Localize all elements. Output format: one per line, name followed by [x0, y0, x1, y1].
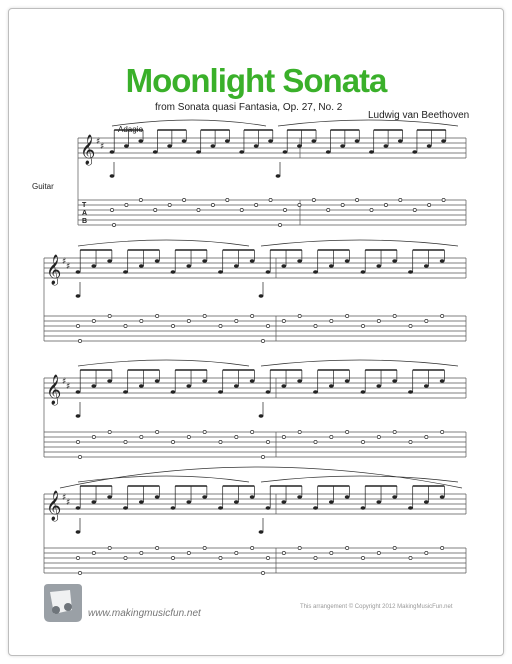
tab-fret: [377, 319, 380, 322]
tab-fret: [361, 324, 364, 327]
notehead: [218, 506, 223, 510]
tab-fret: [251, 314, 254, 317]
bass-notehead: [259, 414, 264, 418]
notehead: [250, 379, 255, 383]
tab-fret: [140, 319, 143, 322]
notehead: [440, 495, 445, 499]
tab-fret: [283, 208, 286, 211]
notehead: [76, 390, 81, 394]
tab-fret: [203, 314, 206, 317]
tab-fret: [441, 430, 444, 433]
tab-fret: [442, 198, 445, 201]
tab-fret: [156, 546, 159, 549]
tab-fret: [156, 430, 159, 433]
tab-fret: [266, 440, 269, 443]
notehead: [427, 144, 432, 148]
sharp-sign: ♯: [62, 377, 67, 387]
sharp-sign: ♯: [66, 262, 71, 272]
tab-fret: [154, 208, 157, 211]
notehead: [234, 500, 239, 504]
tab-fret: [197, 208, 200, 211]
notehead: [361, 390, 366, 394]
notehead: [266, 506, 271, 510]
tab-fret: [182, 198, 185, 201]
slur: [261, 240, 458, 246]
tab-fret: [266, 324, 269, 327]
notehead: [254, 144, 259, 148]
tab-fret: [219, 556, 222, 559]
tab-fret: [140, 551, 143, 554]
tab-fret: [76, 324, 79, 327]
tab-fret: [171, 556, 174, 559]
notehead: [123, 390, 128, 394]
tab-fret: [330, 319, 333, 322]
notehead: [376, 384, 381, 388]
notehead: [107, 495, 112, 499]
tab-fret: [425, 435, 428, 438]
notehead: [281, 384, 286, 388]
notehead: [297, 144, 302, 148]
tab-fret: [441, 546, 444, 549]
notehead: [268, 139, 273, 143]
tab-fret: [346, 546, 349, 549]
tab-fret: [187, 435, 190, 438]
tab-fret: [298, 203, 301, 206]
tab-fret: [282, 319, 285, 322]
instrument-label: Guitar: [32, 182, 54, 191]
notehead: [91, 264, 96, 268]
notehead: [107, 379, 112, 383]
tab-fret: [140, 435, 143, 438]
notehead: [124, 144, 129, 148]
tempo-marking: Adagio: [118, 125, 143, 134]
notehead: [202, 259, 207, 263]
tab-fret: [235, 319, 238, 322]
notehead: [408, 270, 413, 274]
notehead: [171, 390, 176, 394]
bass-notehead: [76, 294, 81, 298]
tab-fret: [266, 556, 269, 559]
sharp-sign: ♯: [62, 257, 67, 267]
notehead: [139, 384, 144, 388]
bass-notehead: [259, 530, 264, 534]
notehead: [326, 150, 331, 154]
tab-clef-letter: A: [82, 210, 88, 217]
tab-fret: [377, 551, 380, 554]
notehead: [186, 500, 191, 504]
notehead: [110, 150, 115, 154]
tab-fret: [384, 203, 387, 206]
tab-fret: [314, 440, 317, 443]
tab-fret: [168, 203, 171, 206]
tab-fret: [441, 314, 444, 317]
tab-fret: [330, 435, 333, 438]
tab-fret: [428, 203, 431, 206]
notehead: [171, 270, 176, 274]
notehead: [384, 144, 389, 148]
tab-fret: [346, 430, 349, 433]
notehead: [239, 150, 244, 154]
notehead: [297, 259, 302, 263]
notehead: [155, 495, 160, 499]
notehead: [171, 506, 176, 510]
tab-fret: [346, 314, 349, 317]
notehead: [440, 379, 445, 383]
tab-fret: [312, 198, 315, 201]
notehead: [266, 390, 271, 394]
tab-fret: [124, 556, 127, 559]
notehead: [225, 139, 230, 143]
slur: [261, 360, 458, 366]
notehead: [202, 495, 207, 499]
tab-fret: [370, 208, 373, 211]
tab-fret: [124, 440, 127, 443]
tab-fret: [298, 430, 301, 433]
notehead: [218, 270, 223, 274]
notehead: [138, 139, 143, 143]
notehead: [155, 259, 160, 263]
tab-fret: [124, 324, 127, 327]
notehead: [202, 379, 207, 383]
tab-fret: [409, 324, 412, 327]
tab-fret: [92, 551, 95, 554]
tab-fret: [171, 440, 174, 443]
tab-fret: [393, 430, 396, 433]
tab-fret: [298, 314, 301, 317]
notehead: [281, 264, 286, 268]
logo: [40, 580, 86, 626]
tab-fret: [112, 223, 115, 226]
notehead: [250, 495, 255, 499]
bass-notehead: [110, 174, 115, 178]
notehead: [440, 259, 445, 263]
tab-fret: [203, 546, 206, 549]
tab-fret: [413, 208, 416, 211]
tab-fret: [110, 208, 113, 211]
notehead: [361, 506, 366, 510]
tab-fret: [92, 435, 95, 438]
tab-fret: [425, 551, 428, 554]
composer: Ludwig van Beethoven: [368, 110, 470, 121]
notehead: [345, 495, 350, 499]
treble-clef: 𝄞: [46, 375, 62, 405]
tab-fret: [282, 551, 285, 554]
tab-fret: [156, 314, 159, 317]
tab-fret: [76, 440, 79, 443]
notehead: [392, 379, 397, 383]
notehead: [234, 384, 239, 388]
tab-fret: [251, 430, 254, 433]
notehead: [313, 506, 318, 510]
notehead: [392, 259, 397, 263]
notehead: [76, 270, 81, 274]
notehead: [376, 500, 381, 504]
notehead: [297, 495, 302, 499]
tab-fret: [261, 339, 264, 342]
tab-fret: [226, 198, 229, 201]
tab-fret: [261, 455, 264, 458]
notehead: [424, 264, 429, 268]
notehead: [123, 506, 128, 510]
notehead: [211, 144, 216, 148]
slur: [278, 120, 458, 126]
notehead: [139, 264, 144, 268]
slur: [78, 476, 249, 482]
notehead: [153, 150, 158, 154]
notehead: [139, 500, 144, 504]
tab-fret: [409, 556, 412, 559]
tab-fret: [171, 324, 174, 327]
tab-fret: [298, 546, 301, 549]
notehead: [167, 144, 172, 148]
tab-fret: [341, 203, 344, 206]
tab-fret: [269, 198, 272, 201]
notehead: [266, 270, 271, 274]
notehead: [340, 144, 345, 148]
notehead: [91, 500, 96, 504]
tab-fret: [251, 546, 254, 549]
notehead: [182, 139, 187, 143]
notehead: [408, 390, 413, 394]
notehead: [234, 264, 239, 268]
bass-notehead: [259, 294, 264, 298]
tab-fret: [219, 440, 222, 443]
treble-clef: 𝄞: [46, 491, 62, 521]
treble-clef: 𝄞: [80, 135, 96, 165]
notehead: [186, 384, 191, 388]
tab-fret: [203, 430, 206, 433]
sharp-sign: ♯: [96, 137, 101, 147]
notehead: [186, 264, 191, 268]
subtitle: from Sonata quasi Fantasia, Op. 27, No. 2: [155, 102, 343, 113]
footer-copyright: This arrangement © Copyright 2012 MakingMusicFun.net: [300, 604, 453, 610]
tab-fret: [219, 324, 222, 327]
treble-clef: 𝄞: [46, 255, 62, 285]
notehead: [392, 495, 397, 499]
notehead: [281, 500, 286, 504]
notehead: [76, 506, 81, 510]
notehead: [441, 139, 446, 143]
tab-fret: [78, 571, 81, 574]
tab-fret: [425, 319, 428, 322]
notehead: [218, 390, 223, 394]
page-title: Moonlight Sonata: [125, 62, 387, 99]
footer-url: www.makingmusicfun.net: [88, 608, 201, 619]
bass-notehead: [276, 174, 281, 178]
tab-fret: [355, 198, 358, 201]
notehead: [329, 264, 334, 268]
tab-fret: [187, 551, 190, 554]
tab-fret: [139, 198, 142, 201]
tab-fret: [187, 319, 190, 322]
notehead: [91, 384, 96, 388]
notehead: [376, 264, 381, 268]
notehead: [424, 500, 429, 504]
tab-fret: [92, 319, 95, 322]
notehead: [361, 270, 366, 274]
tab-fret: [261, 571, 264, 574]
tab-fret: [278, 223, 281, 226]
sharp-sign: ♯: [66, 382, 71, 392]
tab-fret: [409, 440, 412, 443]
tab-fret: [314, 556, 317, 559]
tab-fret: [235, 435, 238, 438]
tab-fret: [108, 430, 111, 433]
notehead: [283, 150, 288, 154]
tab-fret: [240, 208, 243, 211]
notehead: [297, 379, 302, 383]
notehead: [345, 259, 350, 263]
notehead: [311, 139, 316, 143]
notehead: [329, 500, 334, 504]
notehead: [424, 384, 429, 388]
bass-notehead: [76, 414, 81, 418]
notehead: [313, 270, 318, 274]
tab-fret: [361, 556, 364, 559]
tab-fret: [361, 440, 364, 443]
notehead: [398, 139, 403, 143]
tab-fret: [125, 203, 128, 206]
bass-notehead: [76, 530, 81, 534]
tab-fret: [235, 551, 238, 554]
tab-fret: [108, 314, 111, 317]
slur: [78, 240, 249, 246]
notehead: [123, 270, 128, 274]
notehead: [355, 139, 360, 143]
notehead: [408, 506, 413, 510]
sharp-sign: ♯: [62, 493, 67, 503]
notehead: [313, 390, 318, 394]
sharp-sign: ♯: [66, 498, 71, 508]
slur: [261, 476, 458, 482]
tab-clef-letter: B: [82, 218, 88, 225]
tab-fret: [255, 203, 258, 206]
tab-fret: [78, 455, 81, 458]
sharp-sign: ♯: [100, 142, 105, 152]
tab-fret: [108, 546, 111, 549]
tab-clef-letter: T: [82, 202, 87, 209]
tab-fret: [393, 314, 396, 317]
notehead: [329, 384, 334, 388]
notehead: [107, 259, 112, 263]
notehead: [412, 150, 417, 154]
tab-fret: [282, 435, 285, 438]
tab-fret: [211, 203, 214, 206]
notehead: [196, 150, 201, 154]
tab-fret: [78, 339, 81, 342]
tab-fret: [314, 324, 317, 327]
tab-fret: [377, 435, 380, 438]
notehead: [250, 259, 255, 263]
tab-fret: [327, 208, 330, 211]
slur: [112, 120, 266, 126]
notehead: [345, 379, 350, 383]
tab-fret: [399, 198, 402, 201]
tab-fret: [330, 551, 333, 554]
tab-fret: [76, 556, 79, 559]
slur: [78, 360, 249, 366]
notehead: [369, 150, 374, 154]
tab-fret: [393, 546, 396, 549]
notehead: [155, 379, 160, 383]
